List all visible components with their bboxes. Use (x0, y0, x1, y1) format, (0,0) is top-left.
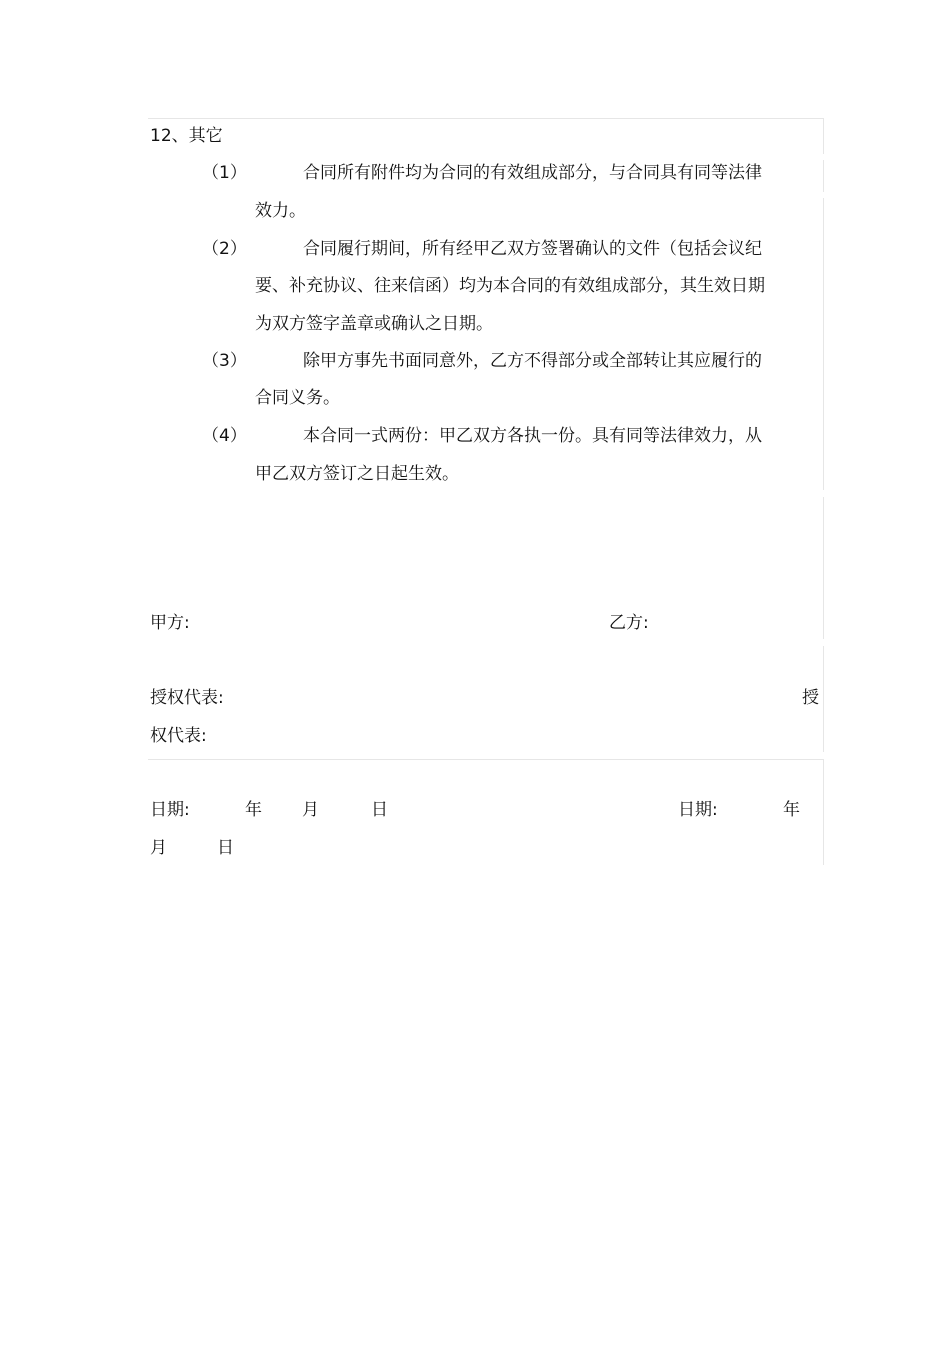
item-1-line-2: 效力。 (255, 201, 306, 221)
rep-b-label-start: 授 (802, 688, 819, 708)
item-1-line-1: 合同所有附件均为合同的有效组成部分，与合同具有同等法律 (303, 163, 762, 183)
date-b-month: 月 (150, 838, 167, 858)
date-a-month: 月 (302, 800, 319, 820)
item-number-1: （1） (202, 163, 247, 183)
rep-b-label-end: 权代表: (150, 726, 207, 746)
right-rule-4 (823, 497, 824, 639)
right-rule-1 (823, 118, 824, 154)
item-2-line-1: 合同履行期间，所有经甲乙双方签署确认的文件（包括会议纪 (303, 239, 762, 259)
item-2-line-2: 要、补充协议、往来信函）均为本合同的有效组成部分，其生效日期 (255, 276, 765, 296)
section-title: 12、其它 (150, 126, 223, 146)
party-a-label: 甲方: (150, 613, 190, 633)
right-rule-5 (823, 646, 824, 752)
date-b-day: 日 (217, 838, 234, 858)
item-4-line-2: 甲乙双方签订之日起生效。 (255, 464, 459, 484)
middle-rule (148, 759, 824, 760)
item-number-2: （2） (202, 239, 247, 259)
right-rule-6 (823, 759, 824, 865)
item-number-3: （3） (202, 351, 247, 371)
item-2-line-3: 为双方签字盖章或确认之日期。 (255, 314, 493, 334)
right-rule-2 (823, 160, 824, 192)
date-b-year: 年 (783, 800, 800, 820)
date-a-day: 日 (371, 800, 388, 820)
date-a-year: 年 (245, 800, 262, 820)
date-b-label: 日期: (678, 800, 718, 820)
item-3-line-2: 合同义务。 (255, 388, 340, 408)
item-3-line-1: 除甲方事先书面同意外，乙方不得部分或全部转让其应履行的 (303, 351, 762, 371)
top-rule (148, 118, 824, 119)
date-a-label: 日期: (150, 800, 190, 820)
item-4-line-1: 本合同一式两份：甲乙双方各执一份。具有同等法律效力，从 (303, 426, 762, 446)
item-number-4: （4） (202, 426, 247, 446)
party-b-label: 乙方: (609, 613, 649, 633)
right-rule-3 (823, 198, 824, 490)
rep-a-label: 授权代表: (150, 688, 224, 708)
